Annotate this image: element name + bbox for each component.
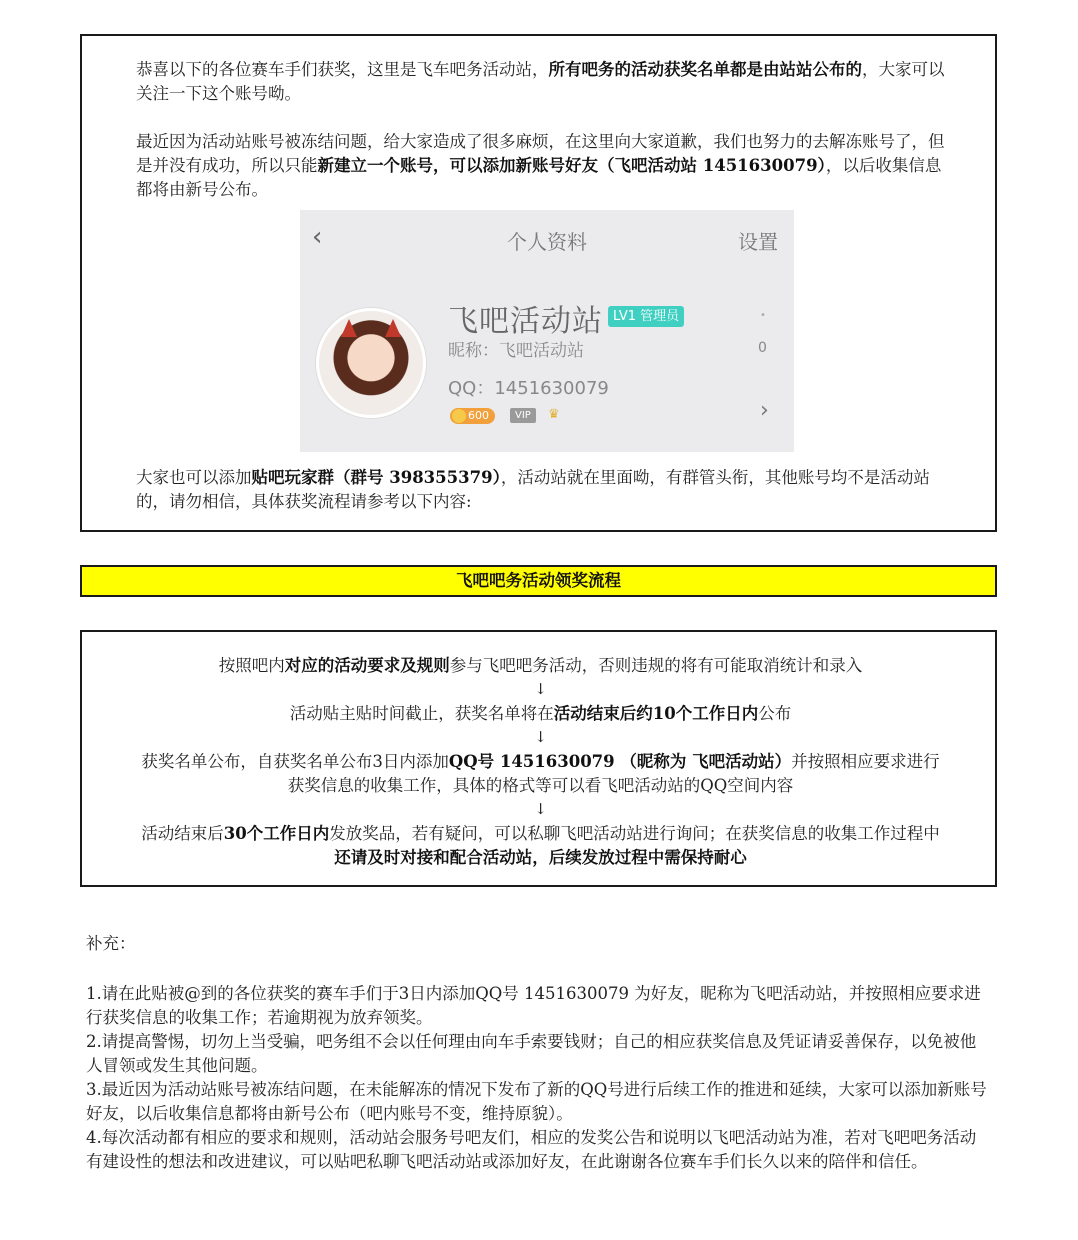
flow-text: 获奖名单公布，自获奖名单公布3日内添加	[141, 752, 449, 771]
settings-link: 设置	[738, 230, 778, 254]
section-banner: 飞吧吧务活动领奖流程	[80, 565, 997, 597]
admin-badge: LV1 管理员	[608, 306, 684, 327]
supplement-item-2: 2.请提高警惕，切勿上当受骗，吧务组不会以任何理由向车手索要钱财；自己的相应获奖信息及凭证请妥善保存，以免被他人冒领或发生其他问题。	[86, 1032, 977, 1075]
horn-icon	[385, 319, 401, 337]
chevron-right-icon: ›	[760, 398, 769, 423]
avatar	[316, 308, 426, 418]
supplement-item-1: 1.请在此贴被@到的各位获奖的赛车手们于3日内添加QQ号 1451630079 为好友，昵称为飞吧活动站，并按照相应要求进行获奖信息的收集工作；若逾期视为放弃领奖。	[86, 984, 981, 1027]
flow-text: 活动结束后	[141, 824, 224, 843]
intro-text: 大家也可以添加	[136, 468, 252, 487]
flow-step-3	[134, 750, 947, 798]
intro-text: ，活动站就在里面呦，有群管头衔，其他账号均不是活动站的，请勿相信，具体获奖流程请参考以下内容:	[136, 468, 930, 511]
intro-box	[80, 34, 997, 532]
down-arrow-icon: ↓	[534, 800, 547, 818]
down-arrow-icon: ↓	[534, 680, 547, 698]
flow-bold-text: QQ号 1451630079 （昵称为 飞吧活动站）	[448, 752, 792, 771]
dot-icon: •	[760, 310, 766, 321]
flow-text: 参与飞吧吧务活动，否则违规的将有可能取消统计和录入	[449, 656, 863, 675]
intro-text: 恭喜以下的各位赛车手们获奖，这里是飞车吧务活动站，	[136, 60, 549, 79]
profile-name: 飞吧活动站	[448, 304, 603, 339]
flow-text: 发放奖品，若有疑问，可以私聊飞吧活动站进行询问；在获奖信息的收集工作过程中	[329, 824, 940, 843]
intro-text: ，大家可以关注一下这个账号呦。	[136, 60, 945, 103]
profile-title: 个人资料	[507, 230, 587, 254]
horn-icon	[341, 319, 357, 337]
chevron-left-icon: ‹	[312, 222, 323, 252]
supplement-heading: 补充：	[86, 934, 136, 953]
profile-card-screenshot	[300, 210, 794, 452]
flow-text: 公布	[758, 704, 792, 723]
flow-box	[80, 630, 997, 887]
coin-badge: 600	[450, 408, 495, 424]
flow-step-2	[102, 702, 979, 726]
crown-icon: ♛	[548, 407, 560, 422]
flow-step-4	[134, 822, 947, 870]
flow-bold-text: 对应的活动要求及规则	[284, 656, 450, 675]
profile-qq: QQ：1451630079	[448, 378, 609, 399]
intro-paragraph-1	[136, 58, 956, 106]
down-arrow-icon: ↓	[534, 728, 547, 746]
vip-badge: VIP	[510, 408, 536, 423]
flow-bold-text: 30个工作日内	[223, 824, 330, 843]
supplement-item-3: 3.最近因为活动站账号被冻结问题，在未能解冻的情况下发布了新的QQ号进行后续工作的推进和延续，大家可以添加新账号好友，以后收集信息都将由新号公布（吧内账号不变，维持原貌）。	[86, 1080, 987, 1123]
intro-bold-text: 所有吧务的活动获奖名单都是由站站公布的	[548, 60, 862, 79]
flow-text: 按照吧内	[218, 656, 285, 675]
flow-text: 并按照相应要求进行获奖信息的收集工作，具体的格式等可以看飞吧活动站的QQ空间内容	[287, 752, 940, 795]
intro-paragraph-2	[136, 130, 956, 202]
intro-bold-text: 贴吧玩家群（群号 398355379）	[251, 468, 501, 487]
supplement-item-4: 4.每次活动都有相应的要求和规则，活动站会服务号吧友们，相应的发奖公告和说明以飞吧活动站为准，若对飞吧吧务活动有建设性的想法和改进建议，可以贴吧私聊飞吧活动站或添加好友，在此谢谢各位赛车手们长久以来的陪伴和信任。	[86, 1128, 977, 1171]
flow-text: 活动贴主贴时间截止，获奖名单将在	[289, 704, 554, 723]
intro-text: 最近因为活动站账号被冻结问题，给大家造成了很多麻烦，在这里向大家道歉，我们也努力的去解冻账号了，但是并没有成功，所以只能	[136, 132, 945, 175]
flow-bold-text: 活动结束后约10个工作日内	[553, 704, 759, 723]
flow-step-1	[102, 654, 979, 678]
profile-count: 0	[758, 340, 767, 356]
flow-bold-text: 还请及时对接和配合活动站，后续发放过程中需保持耐心	[334, 848, 747, 867]
intro-paragraph-3	[136, 466, 956, 514]
intro-bold-text: 新建立一个账号，可以添加新账号好友（飞吧活动站 1451630079）	[317, 156, 826, 175]
intro-text: ，以后收集信息都将由新号公布。	[136, 156, 942, 199]
profile-nickname: 昵称：飞吧活动站	[448, 341, 584, 361]
